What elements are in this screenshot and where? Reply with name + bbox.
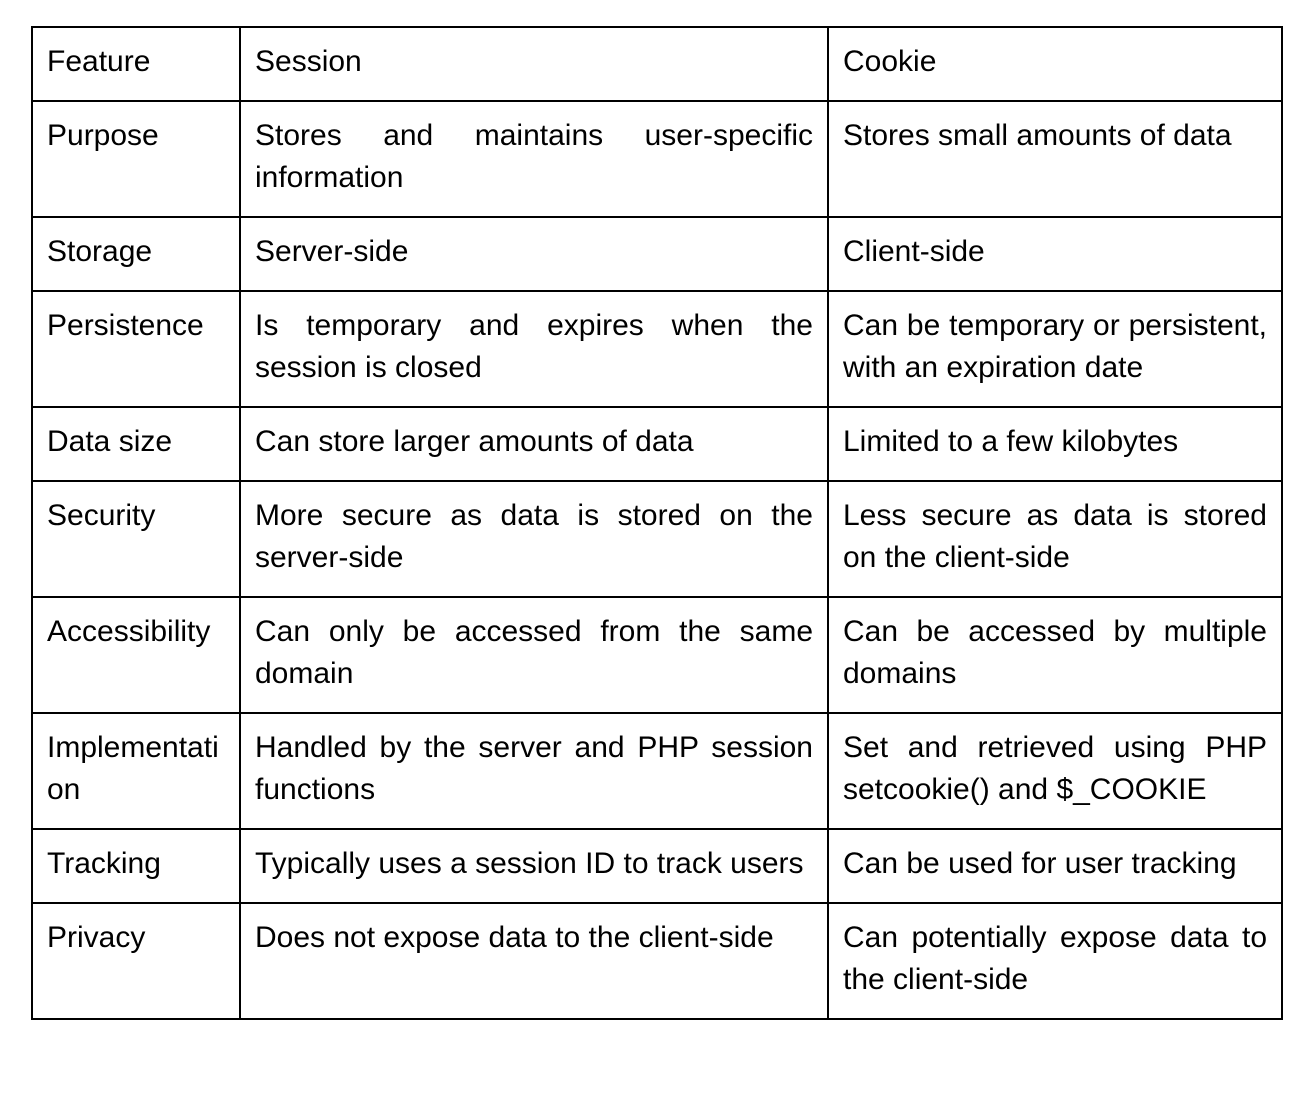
session-cell: Stores and maintains user-specific information <box>240 101 828 217</box>
header-session: Session <box>240 27 828 101</box>
header-feature: Feature <box>32 27 240 101</box>
session-cell: More secure as data is stored on the server-side <box>240 481 828 597</box>
session-cell: Server-side <box>240 217 828 291</box>
session-cell: Does not expose data to the client-side <box>240 903 828 1019</box>
feature-cell: Persistence <box>32 291 240 407</box>
table-row <box>32 713 1282 829</box>
cookie-cell: Set and retrieved using PHP setcookie() and $_COOKIE <box>828 713 1282 829</box>
table-row <box>32 903 1282 1019</box>
table-row <box>32 101 1282 217</box>
cookie-cell: Client-side <box>828 217 1282 291</box>
session-cell: Typically uses a session ID to track users <box>240 829 828 903</box>
table-row <box>32 291 1282 407</box>
table-header-row <box>32 27 1282 101</box>
feature-cell: Implementation <box>32 713 240 829</box>
feature-cell: Storage <box>32 217 240 291</box>
session-cell: Can store larger amounts of data <box>240 407 828 481</box>
table-row <box>32 829 1282 903</box>
header-cookie: Cookie <box>828 27 1282 101</box>
cookie-cell: Can potentially expose data to the client-side <box>828 903 1282 1019</box>
cookie-cell: Can be temporary or persistent, with an expiration date <box>828 291 1282 407</box>
feature-cell: Data size <box>32 407 240 481</box>
cookie-cell: Stores small amounts of data <box>828 101 1282 217</box>
comparison-table <box>31 26 1283 1020</box>
feature-cell: Accessibility <box>32 597 240 713</box>
cookie-cell: Can be accessed by multiple domains <box>828 597 1282 713</box>
feature-cell: Tracking <box>32 829 240 903</box>
table-row <box>32 407 1282 481</box>
cookie-cell: Can be used for user tracking <box>828 829 1282 903</box>
feature-cell: Security <box>32 481 240 597</box>
session-cell: Handled by the server and PHP session functions <box>240 713 828 829</box>
cookie-cell: Less secure as data is stored on the client-side <box>828 481 1282 597</box>
table-row <box>32 481 1282 597</box>
cookie-cell: Limited to a few kilobytes <box>828 407 1282 481</box>
session-cell: Is temporary and expires when the session is closed <box>240 291 828 407</box>
table-row <box>32 217 1282 291</box>
table-row <box>32 597 1282 713</box>
feature-cell: Purpose <box>32 101 240 217</box>
session-cell: Can only be accessed from the same domain <box>240 597 828 713</box>
feature-cell: Privacy <box>32 903 240 1019</box>
